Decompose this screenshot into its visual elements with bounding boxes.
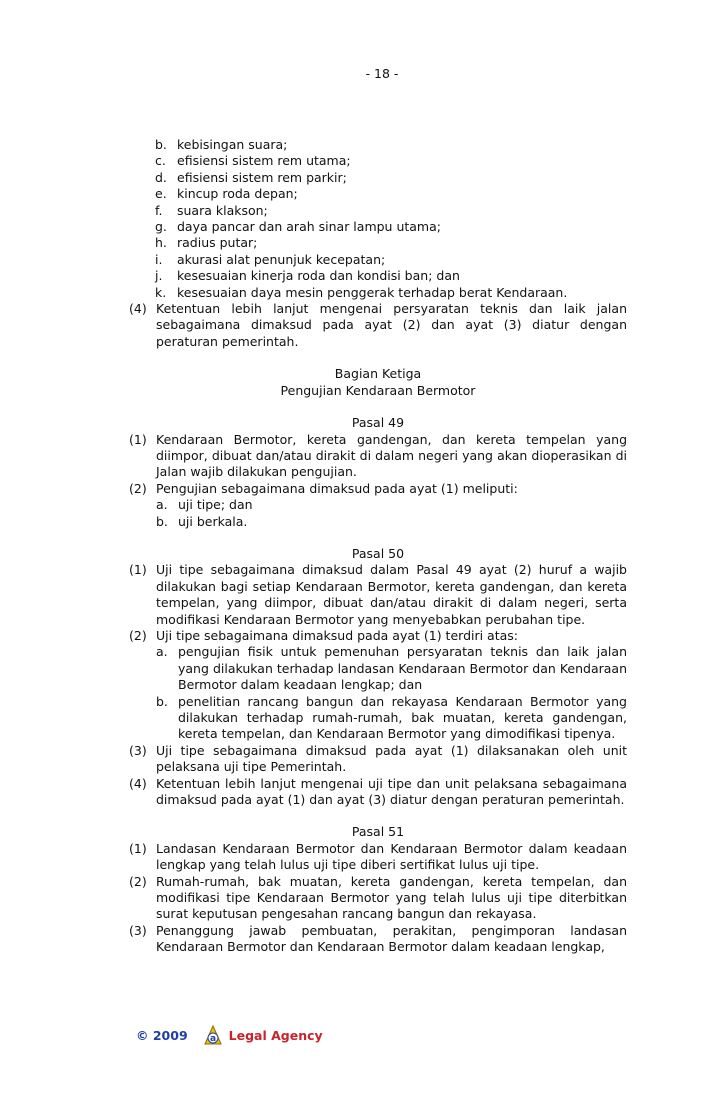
list-marker: a. xyxy=(156,644,168,660)
list-text: efisiensi sistem rem utama; xyxy=(177,153,351,169)
logo-letter: a xyxy=(209,1034,216,1044)
list-item xyxy=(155,137,627,153)
paragraph-text: Kendaraan Bermotor, kereta gandengan, dan kereta tempelan yang diimpor, dibuat dan/atau dirakit di dalam negeri yang akan dioperasikan di Jalan wajib dilakukan pengujian. xyxy=(156,431,627,480)
paragraph-text: Landasan Kendaraan Bermotor dan Kendaraan Bermotor dalam keadaan lengkap yang telah lulus uji tipe diberi sertifikat lulus uji tipe. xyxy=(156,840,627,873)
list-marker: b. xyxy=(155,137,167,152)
list-text: akurasi alat penunjuk kecepatan; xyxy=(177,251,386,267)
list-item xyxy=(155,285,627,301)
list-item xyxy=(156,644,627,693)
list-marker: k. xyxy=(155,284,167,300)
paragraph-marker: (4) xyxy=(129,775,147,791)
list-item xyxy=(155,252,627,268)
list-text: kesesuaian daya mesin penggerak terhadap berat Kendaraan. xyxy=(177,284,568,300)
list-continued xyxy=(129,137,627,301)
paragraph-text: Uji tipe sebagaimana dimaksud dalam Pasal 49 ayat (2) huruf a wajib dilakukan bagi setiap Kendaraan Bermotor, kereta gandengan, dan kereta tempelan, yang diimpor, dibuat dan/atau dirakit di dalam negeri, serta modifikasi Kendaraan Bermotor yang menyebabkan perubahan tipe. xyxy=(156,562,627,627)
paragraph-marker: (1) xyxy=(129,840,147,856)
list-item xyxy=(155,219,627,235)
paragraph-marker: (3) xyxy=(129,922,147,938)
pasal-50-paragraph-3 xyxy=(129,743,627,776)
list-text: efisiensi sistem rem parkir; xyxy=(177,169,347,185)
paragraph-marker: (1) xyxy=(129,562,147,578)
copyright-text: © 2009 xyxy=(136,1027,188,1043)
list-text: uji tipe; dan xyxy=(178,497,253,513)
agency-name: Legal Agency xyxy=(228,1027,323,1043)
pasal-49-sublist xyxy=(156,497,627,530)
pasal-50-paragraph-1 xyxy=(129,562,627,628)
list-marker: i. xyxy=(155,251,163,267)
list-item xyxy=(155,170,627,186)
pasal-50-title: Pasal 50 xyxy=(351,545,405,561)
list-marker: d. xyxy=(155,169,167,185)
paragraph-marker: (2) xyxy=(129,873,147,889)
paragraph-marker: (4) xyxy=(129,301,147,317)
document-body xyxy=(129,137,627,956)
pasal-51-paragraph-3 xyxy=(129,923,627,956)
paragraph-text: Uji tipe sebagaimana dimaksud pada ayat (1) dilaksanakan oleh unit pelaksana uji tipe Pemerintah. xyxy=(156,742,627,775)
list-marker: b. xyxy=(156,513,168,529)
paragraph-text: Ketentuan lebih lanjut mengenai persyaratan teknis dan laik jalan sebagaimana dimaksud pada ayat (2) dan ayat (3) diatur dengan peraturan pemerintah. xyxy=(156,301,627,349)
paragraph-text: Pengujian sebagaimana dimaksud pada ayat (1) meliputi: xyxy=(156,480,518,496)
pasal-51-paragraph-1 xyxy=(129,841,627,874)
pasal-51-title: Pasal 51 xyxy=(351,824,405,840)
list-marker: g. xyxy=(155,219,167,235)
paragraph-text: Ketentuan lebih lanjut mengenai uji tipe dan unit pelaksana sebagaimana dimaksud pada ayat (1) dan ayat (3) diatur dengan peraturan pemerintah. xyxy=(156,775,627,808)
list-item xyxy=(155,153,627,169)
paragraph-marker: (3) xyxy=(129,742,147,758)
list-marker: j. xyxy=(155,268,163,284)
list-item xyxy=(155,235,627,251)
list-text: pengujian fisik untuk pemenuhan persyaratan teknis dan laik jalan yang dilakukan terhadap landasan Kendaraan Bermotor dan Kendaraan Bermotor dalam keadaan lengkap; dan xyxy=(178,644,627,693)
paragraph-text: Rumah-rumah, bak muatan, kereta gandengan, kereta tempelan, dan modifikasi tipe Kendaraan Bermotor yang telah lulus uji tipe diterbitkan surat keputusan pengesahan rancang bangun dan rekayasa. xyxy=(156,873,627,922)
section-subtitle: Pengujian Kendaraan Bermotor xyxy=(280,382,476,398)
page-number: - 18 - xyxy=(365,66,399,81)
list-marker: b. xyxy=(156,693,168,709)
list-marker: a. xyxy=(156,497,168,513)
pasal-49-paragraph-1 xyxy=(129,432,627,481)
list-text: radius putar; xyxy=(177,235,258,251)
paragraph-marker: (1) xyxy=(129,431,147,447)
section-title: Bagian Ketiga xyxy=(334,366,422,382)
list-item xyxy=(156,497,627,513)
paragraph-4 xyxy=(129,301,627,350)
list-text: penelitian rancang bangun dan rekayasa Kendaraan Bermotor yang dilakukan terhadap rumah-rumah, bak muatan, kereta gandengan, kereta tempelan, dan Kendaraan Bermotor yang dimodifikasi tipenya. xyxy=(178,693,627,742)
pasal-50-sublist xyxy=(156,644,627,742)
paragraph-text: Uji tipe sebagaimana dimaksud pada ayat (1) terdiri atas: xyxy=(156,627,519,643)
list-item xyxy=(156,514,627,530)
list-text: uji berkala. xyxy=(178,513,248,529)
list-marker: c. xyxy=(155,153,166,169)
list-item xyxy=(155,268,627,284)
list-text: kebisingan suara; xyxy=(177,137,288,152)
list-text: daya pancar dan arah sinar lampu utama; xyxy=(177,219,441,235)
pasal-50-paragraph-2 xyxy=(129,628,627,644)
pasal-51-paragraph-2 xyxy=(129,874,627,923)
legal-agency-logo-icon xyxy=(202,1024,224,1046)
list-marker: f. xyxy=(155,202,163,218)
paragraph-text: Penanggung jawab pembuatan, perakitan, pengimporan landasan Kendaraan Bermotor dan Kendaraan Bermotor dalam keadaan lengkap, xyxy=(156,922,627,955)
pasal-50-paragraph-4 xyxy=(129,776,627,809)
paragraph-marker: (2) xyxy=(129,627,147,643)
list-text: suara klakson; xyxy=(177,202,268,218)
list-item xyxy=(156,694,627,743)
list-text: kincup roda depan; xyxy=(177,186,298,202)
list-item xyxy=(155,186,627,202)
pasal-49-title: Pasal 49 xyxy=(351,415,405,431)
list-item xyxy=(155,203,627,219)
pasal-49-paragraph-2 xyxy=(129,481,627,497)
footer xyxy=(136,1024,323,1046)
list-marker: e. xyxy=(155,186,167,202)
list-text: kesesuaian kinerja roda dan kondisi ban; dan xyxy=(177,268,460,284)
paragraph-marker: (2) xyxy=(129,480,147,496)
list-marker: h. xyxy=(155,235,167,251)
